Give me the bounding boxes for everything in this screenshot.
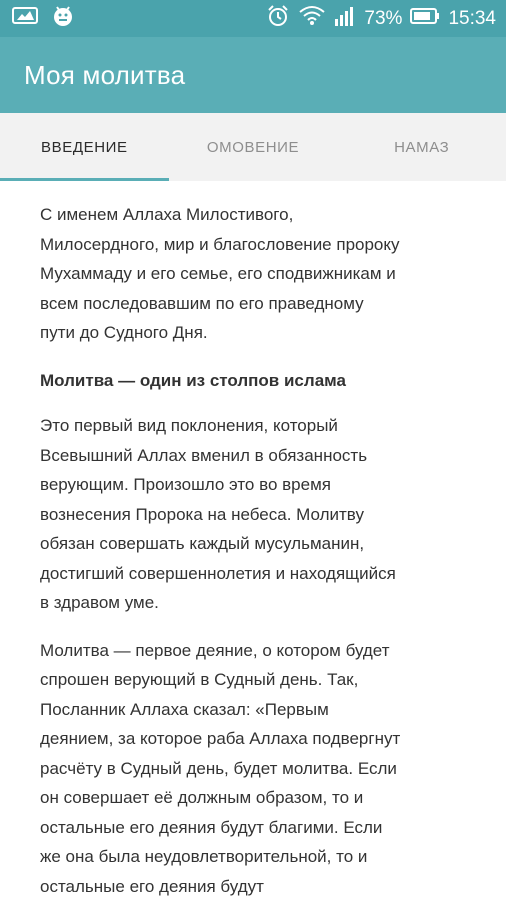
text-line: же она была неудовлетворительной, то и — [40, 847, 368, 866]
text-line: пути до Судного Дня. — [40, 323, 208, 342]
status-bar-left — [0, 4, 76, 33]
display-icon — [12, 6, 38, 31]
article-content — [40, 200, 480, 919]
text-line: всем последовавшим по его праведному — [40, 293, 364, 313]
text-line: остальные его деяния будут — [40, 876, 264, 896]
app-bar — [0, 37, 506, 113]
app-title: Моя молитва — [24, 59, 186, 90]
tab-bar — [0, 113, 506, 181]
status-bar — [0, 0, 506, 37]
body-paragraph — [40, 411, 480, 618]
wifi-icon — [298, 4, 326, 33]
text-line: Мухаммаду и его семье, его сподвижникам и — [40, 264, 396, 283]
text-line: верующим. Произошло это во время — [40, 475, 331, 494]
section-heading: Молитва — один из столпов ислама — [40, 370, 346, 390]
text-line: Молитва — первое деяние, о котором будет — [40, 640, 390, 660]
text-line: Милосердного, мир и благословение пророку — [40, 234, 400, 254]
text-line: спрошен верующий в Судный день. Так, — [40, 670, 359, 689]
text-line: Это первый вид поклонения, который — [40, 416, 338, 435]
tab-namaz[interactable]: НАМАЗ — [394, 138, 450, 156]
battery-icon — [410, 7, 440, 30]
text-line: деянием, за которое раба Аллаха подвергнут — [40, 729, 401, 748]
alarm-icon — [266, 4, 290, 33]
text-line: Всевышний Аллах вменил в обязанность — [40, 445, 368, 465]
text-line: в здравом уме. — [40, 593, 159, 612]
text-line: он совершает её должным образом, то и — [40, 788, 364, 807]
tab-introduction[interactable]: ВВЕДЕНИЕ — [0, 113, 169, 181]
clock: 15:34 — [448, 7, 496, 29]
text-line: С именем Аллаха Милостивого, — [40, 205, 294, 224]
body-paragraph — [40, 636, 480, 902]
text-line: вознесения Пророка на небеса. Молитву — [40, 504, 364, 524]
battery-percent: 73% — [364, 7, 403, 29]
text-line: остальные его деяния будут благими. Если — [40, 817, 383, 837]
status-bar-right — [266, 4, 506, 33]
signal-icon — [334, 5, 356, 32]
text-line: обязан совершать каждый мусульманин, — [40, 534, 365, 553]
intro-paragraph — [40, 200, 480, 348]
text-line: расчёту в Судный день, будет молитва. Если — [40, 758, 397, 778]
tab-ablution[interactable]: ОМОВЕНИЕ — [206, 138, 300, 156]
text-line: достигший совершеннолетия и находящийся — [40, 563, 396, 583]
text-line: Посланник Аллаха сказал: «Первым — [40, 699, 329, 719]
android-icon — [50, 4, 76, 33]
